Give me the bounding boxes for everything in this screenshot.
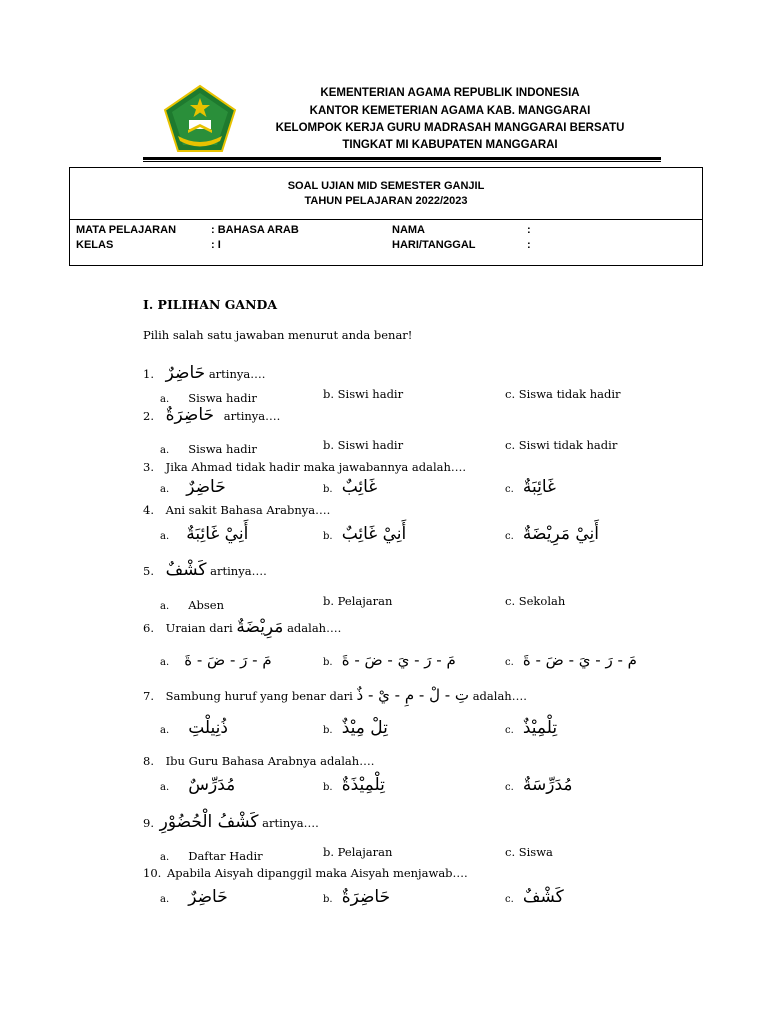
q7-option-c[interactable]: c. تِلْمِيْذٌ [505, 718, 558, 738]
question-7: 7. Sambung huruf yang benar dari تِ - لْ - مِ - يْ - ذٌ adalah…. [143, 686, 527, 704]
question-9: 9. كَشْفُ الْحُضُوْرِ artinya…. [143, 812, 319, 832]
exam-year: TAHUN PELAJARAN 2022/2023 [304, 195, 468, 207]
question-4: 4. Ani sakit Bahasa Arabnya…. [143, 503, 331, 517]
question-10: 10. Apabila Aisyah dipanggil maka Aisyah menjawab…. [143, 866, 468, 880]
q5-option-c[interactable]: c. Sekolah [505, 594, 566, 608]
header-line-2: KANTOR KEMETERIAN AGAMA KAB. MANGGARAI [309, 105, 591, 117]
q3-option-c[interactable]: c. غَائِبَةٌ [505, 477, 556, 497]
header-divider-thin [143, 161, 661, 162]
q4-option-c[interactable]: c. أَنِيْ مَرِيْضَةٌ [505, 524, 599, 544]
q1-option-c[interactable]: c. Siswa tidak hadir [505, 387, 621, 401]
q2-option-b[interactable]: b. Siswi hadir [323, 438, 404, 452]
q10-option-c[interactable]: c. كَشْفٌ [505, 887, 564, 907]
question-2: 2. حَاضِرَةٌ artinya…. [143, 405, 281, 425]
header-line-3: KELOMPOK KERJA GURU MADRASAH MANGGARAI BERSATU [275, 122, 625, 134]
q9-option-a[interactable]: a. Daftar Hadir [160, 849, 263, 863]
q9-option-b[interactable]: b. Pelajaran [323, 845, 393, 859]
q3-option-b[interactable]: b. غَائِبٌ [323, 477, 378, 497]
header-divider [143, 157, 661, 160]
q7-option-b[interactable]: b. تِلْ مِيْذٌ [323, 718, 388, 738]
exam-info-divider [69, 219, 703, 220]
q5-option-b[interactable]: b. Pelajaran [323, 594, 393, 608]
question-5: 5. كَشْفٌ artinya…. [143, 560, 267, 580]
q6-option-b[interactable]: b. مَ - رَ - يَ - ضَ - ةَ [323, 651, 456, 669]
question-3: 3. Jika Ahmad tidak hadir maka jawabannya adalah…. [143, 460, 467, 474]
name-value: : [527, 224, 531, 236]
q8-option-a[interactable]: a. مُدَرِّسٌ [160, 775, 236, 795]
subject-value: : BAHASA ARAB [211, 224, 299, 236]
q10-option-a[interactable]: a. حَاضِرٌ [160, 887, 228, 907]
class-label: KELAS [76, 239, 114, 251]
section-title: I. PILIHAN GANDA [143, 297, 278, 312]
question-1: 1. حَاضِرٌ artinya…. [143, 363, 266, 383]
kemenag-logo-icon [162, 84, 238, 154]
q9-option-c[interactable]: c. Siswa [505, 845, 553, 859]
q2-option-a[interactable]: a. Siswa hadir [160, 442, 257, 456]
q6-option-a[interactable]: a. مَ - رَ - ضَ - ةَ [160, 651, 272, 669]
q8-option-b[interactable]: b. تِلْمِيْذَةٌ [323, 775, 385, 795]
q5-option-a[interactable]: a. Absen [160, 598, 225, 612]
question-8: 8. Ibu Guru Bahasa Arabnya adalah…. [143, 754, 375, 768]
date-value: : [527, 239, 531, 251]
date-label: HARI/TANGGAL [392, 239, 476, 251]
subject-label: MATA PELAJARAN [76, 224, 177, 236]
question-6: 6. Uraian dari مَرِيْضَةٌ adalah…. [143, 617, 342, 637]
q4-option-a[interactable]: a. أَنِيْ غَائِبَةٌ [160, 524, 249, 544]
q6-option-c[interactable]: c. مَ - رَ - يَ - ضَ - ةَ [505, 651, 637, 669]
q2-option-c[interactable]: c. Siswi tidak hadir [505, 438, 618, 452]
instruction: Pilih salah satu jawaban menurut anda benar! [143, 328, 413, 342]
exam-title: SOAL UJIAN MID SEMESTER GANJIL [287, 180, 485, 192]
q7-option-a[interactable]: a. ذُنِيلْتِ [160, 718, 228, 738]
header-line-1: KEMENTERIAN AGAMA REPUBLIK INDONESIA [320, 87, 580, 99]
q1-option-a[interactable]: a. Siswa hadir [160, 391, 257, 405]
q1-option-b[interactable]: b. Siswi hadir [323, 387, 404, 401]
q10-option-b[interactable]: b. حَاضِرَةٌ [323, 887, 391, 907]
header-line-4: TINGKAT MI KABUPATEN MANGGARAI [342, 139, 558, 151]
q3-option-a[interactable]: a. حَاضِرٌ [160, 477, 226, 497]
class-value: : I [211, 239, 221, 251]
name-label: NAMA [392, 224, 425, 236]
q4-option-b[interactable]: b. أَنِيْ غَائِبٌ [323, 524, 407, 544]
q8-option-c[interactable]: c. مُدَرِّسَةٌ [505, 775, 573, 795]
